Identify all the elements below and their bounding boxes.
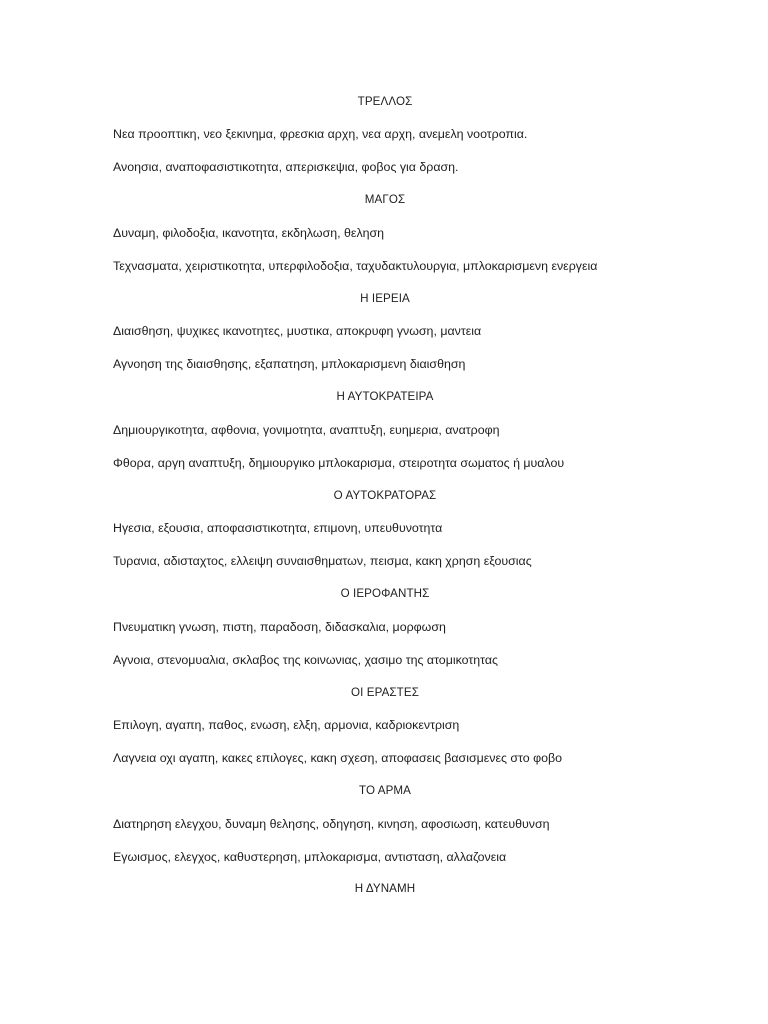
- section-heading: Η ΑΥΤΟΚΡΑΤΕΙΡΑ: [336, 390, 434, 404]
- section-heading: Ο ΑΥΤΟΚΡΑΤΟΡΑΣ: [333, 488, 437, 502]
- section-heading: Ο ΙΕΡΟΦΑΝΤΗΣ: [340, 587, 430, 601]
- reversed-meaning: Αγνοηση της διαισθησης, εξαπατηση, μπλοκαρισμενη διαισθηση: [113, 357, 466, 372]
- upright-meaning: Διαισθηση, ψυχικες ικανοτητες, μυστικα, αποκρυφη γνωση, μαντεια: [113, 324, 482, 339]
- reversed-meaning: Λαγνεια οχι αγαπη, κακες επιλογες, κακη σχεση, αποφασεις βασισμενες στο φοβο: [113, 751, 563, 766]
- section-heading: ΟΙ ΕΡΑΣΤΕΣ: [351, 685, 419, 699]
- upright-meaning: Ηγεσια, εξουσια, αποφασιστικοτητα, επιμονη, υπευθυνοτητα: [113, 521, 443, 536]
- reversed-meaning: Τυρανια, αδισταχτος, ελλειψη συναισθηματων, πεισμα, κακη χρηση εξουσιας: [113, 554, 532, 569]
- reversed-meaning: Φθορα, αργη αναπτυξη, δημιουργικο μπλοκαρισμα, στειροτητα σωματος ή μυαλου: [113, 455, 565, 470]
- upright-meaning: Νεα προοπτικη, νεο ξεκινημα, φρεσκια αρχη, νεα αρχη, ανεμελη νοοτροπια.: [113, 127, 528, 142]
- upright-meaning: Διατηρηση ελεγχου, δυναμη θελησης, οδηγηση, κινηση, αφοσιωση, κατευθυνση: [113, 816, 550, 831]
- upright-meaning: Δυναμη, φιλοδοξια, ικανοτητα, εκδηλωση, θεληση: [113, 225, 385, 240]
- upright-meaning: Δημιουργικοτητα, αφθονια, γονιμοτητα, αναπτυξη, ευημερια, ανατροφη: [113, 422, 500, 437]
- reversed-meaning: Εγωισμος, ελεγχος, καθυστερηση, μπλοκαρισμα, αντισταση, αλλαζονεια: [113, 849, 507, 864]
- section-heading: Η ΙΕΡΕΙΑ: [360, 291, 410, 305]
- section-heading: ΜΑΓΟΣ: [364, 193, 406, 207]
- upright-meaning: Επιλογη, αγαπη, παθος, ενωση, ελξη, αρμονια, καδριοκεντριση: [113, 718, 460, 733]
- document-page: [113, 86, 657, 907]
- section-heading: ΤΡΕΛΛΟΣ: [357, 94, 413, 108]
- section-heading: Η ΔΥΝΑΜΗ: [354, 882, 416, 896]
- upright-meaning: Πνευματικη γνωση, πιστη, παραδοση, διδασκαλια, μορφωση: [113, 619, 446, 634]
- reversed-meaning: Ανοησια, αναποφασιστικοτητα, απερισκεψια, φοβος για δραση.: [113, 160, 459, 175]
- reversed-meaning: Τεχνασματα, χειριστικοτητα, υπερφιλοδοξια, ταχυδακτυλουργια, μπλοκαρισμενη ενεργεια: [113, 258, 598, 273]
- section-heading: ΤΟ ΑΡΜΑ: [358, 783, 412, 797]
- reversed-meaning: Αγνοια, στενομυαλια, σκλαβος της κοινωνιας, χασιμο της ατομικοτητας: [113, 652, 498, 667]
